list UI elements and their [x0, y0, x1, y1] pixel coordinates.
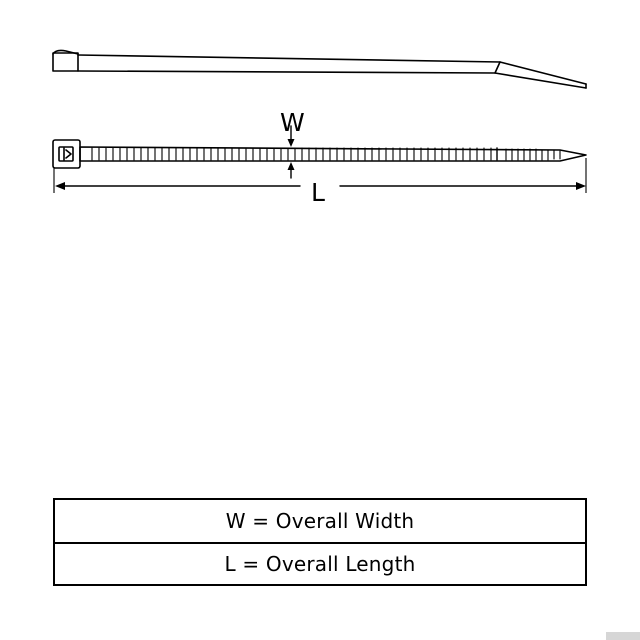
legend-row-length: L = Overall Length	[55, 542, 585, 584]
cable-tie-top-view	[53, 140, 586, 168]
corner-marker	[606, 632, 640, 640]
cable-tie-side-view	[53, 50, 586, 88]
legend-row-width: W = Overall Width	[225, 509, 415, 533]
width-dimension-label: W	[280, 108, 305, 137]
legend-table	[53, 498, 587, 586]
length-dimension-label: L	[311, 178, 325, 207]
